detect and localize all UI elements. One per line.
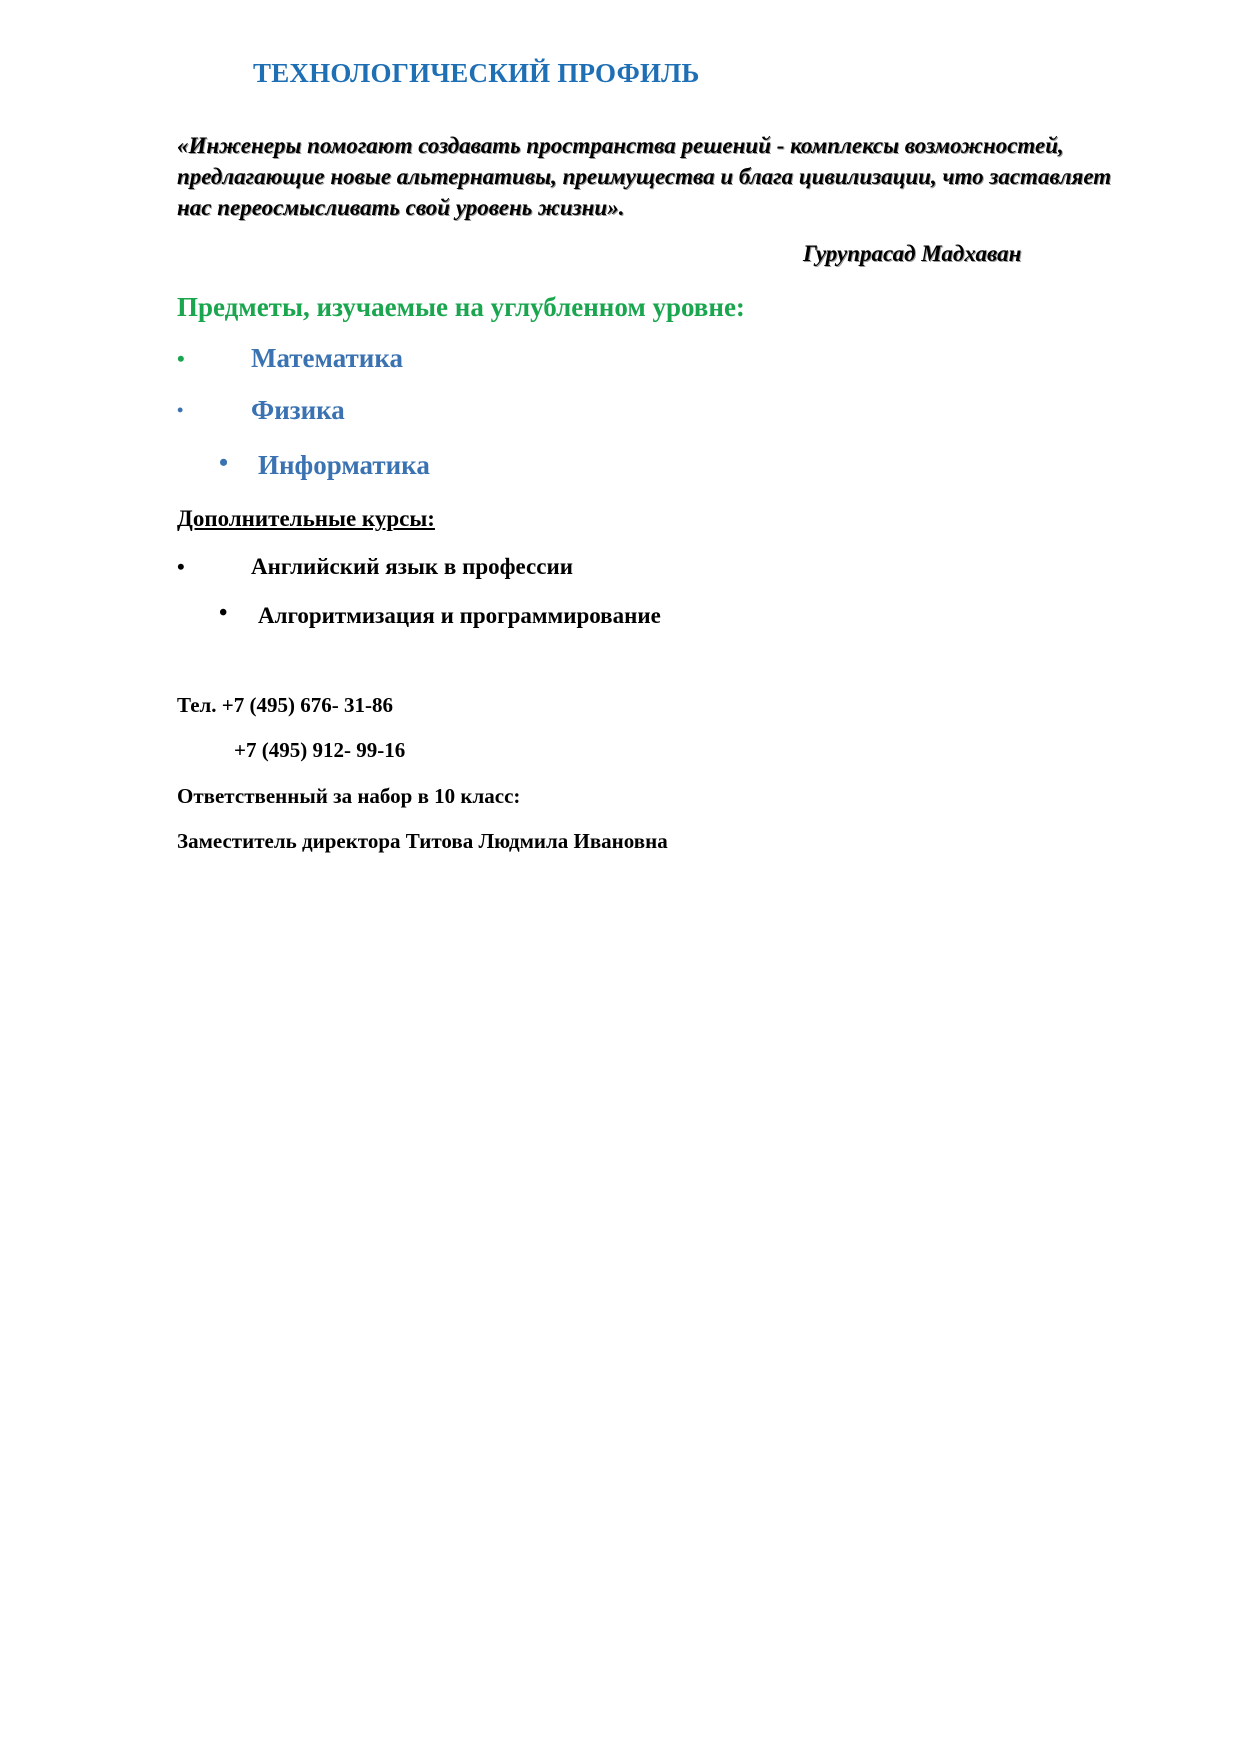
epigraph-quote [177, 130, 1177, 223]
bullet-icon: • [177, 554, 185, 579]
subject-item-math: Математика [251, 343, 404, 373]
course-item-algorithms: Алгоритмизация и программирование [258, 603, 661, 628]
subject-item-informatics: Информатика [258, 450, 430, 480]
subject-item-physics: Физика [251, 395, 345, 425]
bullet-icon: • [219, 600, 228, 626]
page-title: ТЕХНОЛОГИЧЕСКИЙ ПРОФИЛЬ [253, 58, 700, 88]
subjects-heading: Предметы, изучаемые на углубленном уровне: [177, 292, 745, 322]
quote-author: Гурупрасад Мадхаван [803, 241, 1022, 266]
responsible-person: Заместитель директора Титова Людмила Ивановна [177, 829, 668, 853]
quote-line: «Инженеры помогают создавать пространства решений - комплексы возможностей, [177, 133, 1064, 158]
phone-line-1: Тел. +7 (495) 676- 31-86 [177, 693, 393, 717]
responsible-label: Ответственный за набор в 10 класс: [177, 784, 521, 808]
quote-line: предлагающие новые альтернативы, преимущества и блага цивилизации, что заставляет [177, 164, 1112, 189]
phone-line-2: +7 (495) 912- 99-16 [234, 738, 406, 762]
course-item-english: Английский язык в профессии [251, 554, 573, 579]
courses-heading: Дополнительные курсы: [177, 506, 435, 531]
quote-line: нас переосмысливать свой уровень жизни». [177, 195, 625, 220]
bullet-icon: • [219, 448, 229, 477]
bullet-icon: • [177, 400, 184, 420]
bullet-icon: • [177, 346, 185, 371]
